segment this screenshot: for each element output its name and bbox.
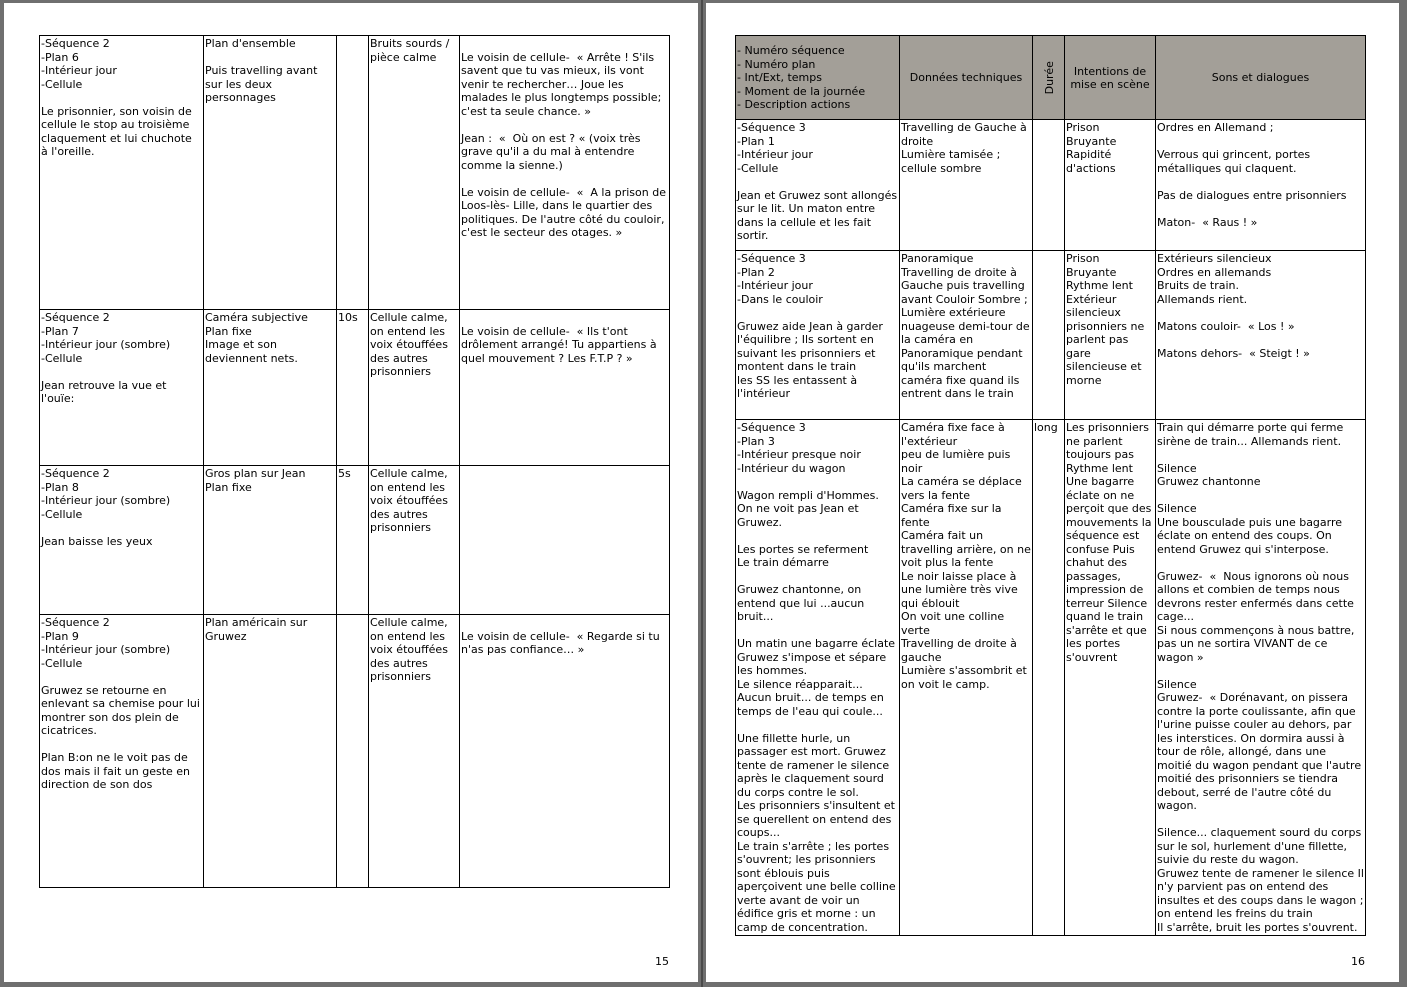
header-row — [736, 36, 1366, 120]
sons-cell — [460, 466, 670, 615]
intentions-cell: Prison Bruyante Rythme lent Extérieur silencieux prisonniers ne parlent pas gare silencieuse et morne — [1065, 251, 1156, 420]
technique-cell: Plan américain sur Gruwez — [204, 615, 337, 888]
intentions-cell: Bruits sourds / pièce calme — [369, 36, 460, 310]
duree-cell — [337, 36, 369, 310]
right-page — [706, 3, 1399, 982]
table-row — [40, 310, 670, 466]
intentions-cell: Les prisonniers ne parlent toujours pas Rythme lent Une bagarre éclate on ne perçoit que des mouvements la séquence est confuse Puis chahut des passages, impression de terreur Silence quand le train s'arrête et que les portes s'ouvrent — [1065, 420, 1156, 936]
intentions-cell: Prison Bruyante Rapidité d'actions — [1065, 120, 1156, 251]
sons-cell: Le voisin de cellule- « Arrête ! S'ils savent que tu vas mieux, ils vont venir te rechercher… Joue les malades le plus longtemps possible; c'est ta seule chance. » Jean : « Où on est ? « (voix très grave qu'il a du mal à entendre comme la sienne.) Le voisin de cellule- « A la prison de Loos-lès- Lille, dans le quartier des politiques. De l'autre côté du couloir, c'est le secteur des otages. » — [460, 36, 670, 310]
sequence-cell: -Séquence 2 -Plan 8 -Intérieur jour (sombre) -Cellule Jean baisse les yeux — [40, 466, 204, 615]
header-sons: Sons et dialogues — [1156, 36, 1366, 120]
table-row — [40, 466, 670, 615]
right-script-table — [735, 35, 1366, 936]
page-number: 16 — [1351, 955, 1365, 968]
sons-cell: Ordres en Allemand ; Verrous qui grincent, portes métalliques qui claquent. Pas de dialogues entre prisonniers Maton- « Raus ! » — [1156, 120, 1366, 251]
technique-cell: Gros plan sur Jean Plan fixe — [204, 466, 337, 615]
sons-cell: Le voisin de cellule- « Regarde si tu n'as pas confiance… » — [460, 615, 670, 888]
header-intentions: Intentions de mise en scène — [1065, 36, 1156, 120]
header-duree — [1033, 36, 1065, 120]
intentions-cell: Cellule calme, on entend les voix étouffées des autres prisonniers — [369, 310, 460, 466]
duree-cell — [1033, 251, 1065, 420]
sequence-cell: -Séquence 3 -Plan 1 -Intérieur jour -Cellule Jean et Gruwez sont allongés sur le lit. Un maton entre dans la cellule et les fait sortir. — [736, 120, 900, 251]
technique-cell: Caméra subjective Plan fixe Image et son deviennent nets. — [204, 310, 337, 466]
table-row — [736, 251, 1366, 420]
sons-cell: Le voisin de cellule- « Ils t'ont drôlement arrangé! Tu appartiens à quel mouvement ? Les F.T.P ? » — [460, 310, 670, 466]
technique-cell: Travelling de Gauche à droite Lumière tamisée ; cellule sombre — [900, 120, 1033, 251]
left-script-table — [39, 35, 670, 888]
page-number: 15 — [655, 955, 669, 968]
duree-cell: 5s — [337, 466, 369, 615]
sons-cell: Train qui démarre porte qui ferme sirène de train... Allemands rient. Silence Gruwez chantonne Silence Une bousculade puis une bagarre éclate on entend des coups. On entend Gruwez qui s'interpose. Gruwez- « Nous ignorons où nous allons et combien de temps nous devrons rester enfermés dans cette cage... Si nous commençons à nous battre, pas un ne sortira VIVANT de ce wagon » Silence Gruwez- « Dorénavant, on pissera contre la porte coulissante, afin que l'urine puisse couler au dehors, par les interstices. On dormira aussi à tour de rôle, allongé, dans une moitié du wagon pendant que l'autre moitié des prisonniers se tiendra debout, serré de l'autre côté du wagon. Silence... claquement sourd du corps sur le sol, hurlement d'une fillette, suivie du reste du wagon. Gruwez tente de ramener le silence Il n'y parvient pas on entend des insultes et des coups dans le wagon ; on entend les freins du train Il s'arrête, bruit les portes s'ouvrent. — [1157, 421, 1364, 934]
sequence-cell: -Séquence 2 -Plan 9 -Intérieur jour (sombre) -Cellule Gruwez se retourne en enlevant sa chemise pour lui montrer son dos plein de cicatrices. Plan B:on ne le voit pas de dos mais il fait un geste en direction de son dos — [40, 615, 204, 888]
page-divider — [701, 0, 703, 987]
header-duree-label: Durée — [1042, 60, 1056, 95]
duree-cell: 10s — [337, 310, 369, 466]
sequence-cell: -Séquence 3 -Plan 3 -Intérieur presque noir -Intérieur du wagon Wagon rempli d'Hommes. On ne voit pas Jean et Gruwez. Les portes se referment Le train démarre Gruwez chantonne, on entend que lui ...aucun bruit... Un matin une bagarre éclate Gruwez s'impose et sépare les hommes. Le silence réapparait... Aucun bruit... de temps en temps de l'eau qui coule... Une fillette hurle, un passager est mort. Gruwez tente de ramener le silence après le claquement sourd du corps contre le sol. Les prisonniers s'insultent et se querellent on entend des coups... Le train s'arrête ; les portes s'ouvrent; les prisonniers sont éblouis puis aperçoivent une belle colline verte avant de voir un édifice gris et morne : un camp de concentration. — [736, 420, 900, 936]
duree-cell — [337, 615, 369, 888]
intentions-cell: Cellule calme, on entend les voix étouffées des autres prisonniers — [369, 466, 460, 615]
technique-cell: Plan d'ensemble Puis travelling avant sur les deux personnages — [204, 36, 337, 310]
table-row — [40, 36, 670, 310]
duree-cell — [1033, 120, 1065, 251]
technique-cell: Panoramique Travelling de droite à Gauche puis travelling avant Couloir Sombre ; Lumière extérieure nuageuse demi-tour de la caméra en Panoramique pendant qu'ils marchent caméra fixe quand ils entrent dans le train — [900, 251, 1033, 420]
header-technique: Données techniques — [900, 36, 1033, 120]
table-row — [40, 615, 670, 888]
intentions-cell: Cellule calme, on entend les voix étouffées des autres prisonniers — [369, 615, 460, 888]
table-row — [736, 120, 1366, 251]
sequence-cell: -Séquence 2 -Plan 7 -Intérieur jour (sombre) -Cellule Jean retrouve la vue et l'ouïe: — [40, 310, 204, 466]
table-row — [736, 420, 1366, 936]
technique-cell: Caméra fixe face à l'extérieur peu de lumière puis noir La caméra se déplace vers la fente Caméra fixe sur la fente Caméra fait un travelling arrière, on ne voit plus la fente Le noir laisse place à une lumière très vive qui éblouit On voit une colline verte Travelling de droite à gauche Lumière s'assombrit et on voit le camp. — [900, 420, 1033, 936]
sons-cell: Extérieurs silencieux Ordres en allemands Bruits de train. Allemands rient. Matons couloir- « Los ! » Matons dehors- « Steigt ! » — [1156, 251, 1366, 420]
left-page — [4, 3, 698, 982]
sequence-cell: -Séquence 2 -Plan 6 -Intérieur jour -Cellule Le prisonnier, son voisin de cellule le stop au troisième claquement et lui chuchote à l'oreille. — [40, 36, 204, 310]
header-sequence: - Numéro séquence - Numéro plan - Int/Ext, temps - Moment de la journée - Description actions — [736, 36, 900, 120]
sequence-cell: -Séquence 3 -Plan 2 -Intérieur jour -Dans le couloir Gruwez aide Jean à garder l'équilibre ; Ils sortent en suivant les prisonniers et montent dans le train les SS les entassent à l'intérieur — [736, 251, 900, 420]
duree-cell: long — [1033, 420, 1065, 936]
